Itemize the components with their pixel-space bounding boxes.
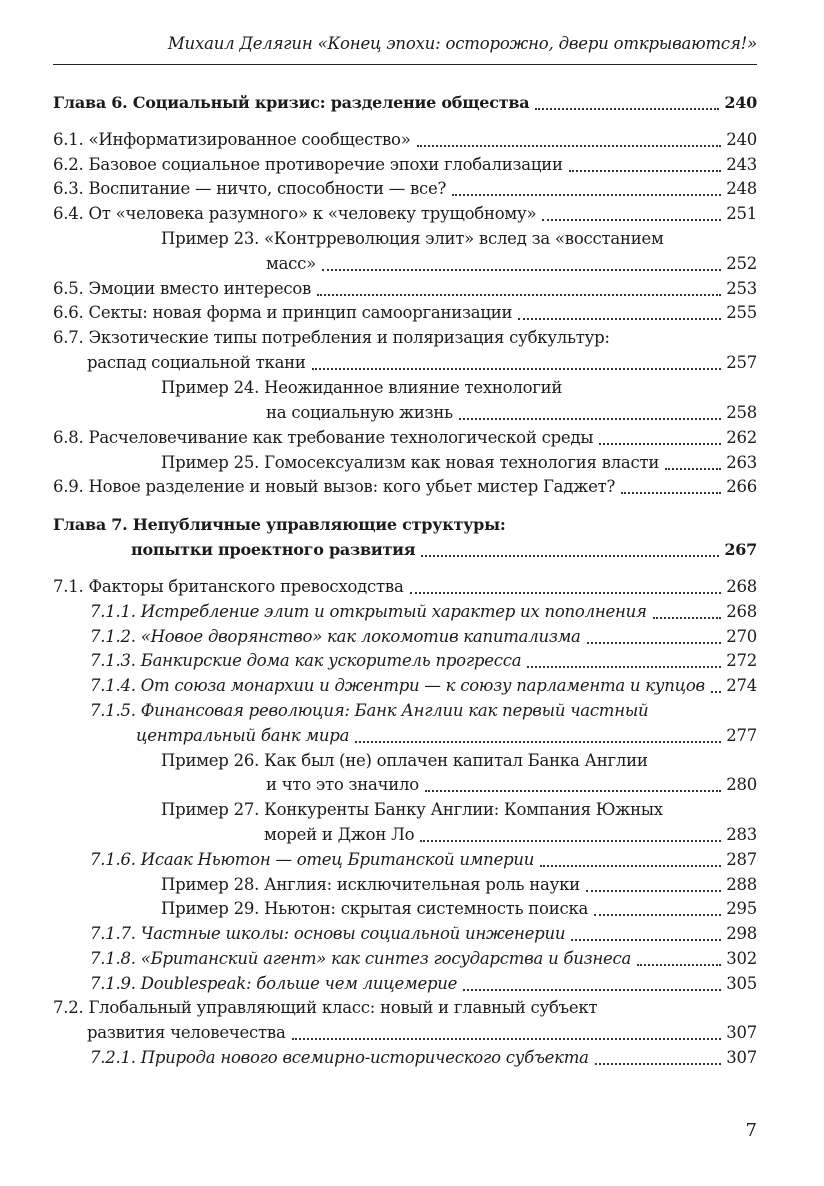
toc-entry-title: масс» bbox=[266, 252, 318, 276]
toc-entry-page: 298 bbox=[723, 922, 757, 946]
toc-entry-title: 7.1. Факторы британского превосходства bbox=[53, 575, 406, 599]
toc-entry-title: 7.1.4. От союза монархии и джентри — к союзу парламента и купцов bbox=[90, 674, 707, 698]
toc-entry-title: 6.9. Новое разделение и новый вызов: кого убьет мистер Гаджет? bbox=[53, 475, 617, 499]
toc-entry bbox=[0, 649, 757, 673]
toc-entry-title: 6.7. Экзотические типы потребления и поляризация субкультур: bbox=[53, 326, 612, 350]
toc-entry-title: 7.2.1. Природа нового всемирно-исторического субъекта bbox=[90, 1046, 591, 1070]
toc-entry bbox=[0, 798, 757, 822]
toc-entry-page: 267 bbox=[721, 538, 757, 562]
dot-leader bbox=[540, 865, 721, 867]
toc-entry bbox=[0, 972, 757, 996]
toc-entry-title: Пример 24. Неожиданное влияние технологий bbox=[161, 376, 564, 400]
dot-leader bbox=[542, 219, 721, 221]
toc-entry bbox=[0, 625, 757, 649]
toc-entry-page: 268 bbox=[723, 600, 757, 624]
toc-entry-page: 307 bbox=[723, 1046, 757, 1070]
toc-entry bbox=[0, 401, 757, 425]
toc-entry-page: 283 bbox=[723, 823, 757, 847]
toc-entry-title: 6.6. Секты: новая форма и принцип самоорганизации bbox=[53, 301, 514, 325]
toc-entry-title: 6.2. Базовое социальное противоречие эпохи глобализации bbox=[53, 153, 565, 177]
toc-entry-title: 7.1.8. «Британский агент» как синтез государства и бизнеса bbox=[90, 947, 633, 971]
toc-entry bbox=[0, 897, 757, 921]
dot-leader bbox=[410, 592, 721, 594]
dot-leader bbox=[527, 666, 721, 668]
toc-entry-title: 7.1.5. Финансовая революция: Банк Англии как первый частный bbox=[90, 699, 650, 723]
toc-entry bbox=[0, 227, 757, 251]
dot-leader bbox=[586, 890, 721, 892]
dot-leader bbox=[653, 617, 721, 619]
dot-leader bbox=[599, 443, 721, 445]
toc-entry bbox=[0, 773, 757, 797]
page-number: 7 bbox=[745, 1120, 757, 1141]
toc-entry-title: Пример 23. «Контрреволюция элит» вслед за «восстанием bbox=[161, 227, 666, 251]
toc-entry bbox=[0, 873, 757, 897]
toc-entry-page: 255 bbox=[723, 301, 757, 325]
dot-leader bbox=[425, 790, 721, 792]
dot-leader bbox=[421, 555, 719, 557]
dot-leader bbox=[535, 108, 719, 110]
toc-entry-title: 7.1.9. Doublespeak: больше чем лицемерие bbox=[90, 972, 459, 996]
toc-entry-title: попытки проектного развития bbox=[131, 538, 417, 562]
toc-entry bbox=[0, 600, 757, 624]
toc-entry bbox=[0, 351, 757, 375]
toc-entry bbox=[0, 699, 757, 723]
toc-entry-title: Пример 25. Гомосексуализм как новая технология власти bbox=[161, 451, 661, 475]
dot-leader bbox=[518, 318, 721, 320]
header-rule bbox=[53, 64, 757, 65]
toc-entry-title: на социальную жизнь bbox=[266, 401, 455, 425]
toc-entry bbox=[0, 947, 757, 971]
toc-entry-page: 305 bbox=[723, 972, 757, 996]
dot-leader bbox=[637, 964, 721, 966]
toc-entry bbox=[0, 823, 757, 847]
toc-entry-page: 287 bbox=[723, 848, 757, 872]
toc-entry-page: 257 bbox=[723, 351, 757, 375]
toc-entry-page: 302 bbox=[723, 947, 757, 971]
dot-leader bbox=[571, 939, 721, 941]
toc-entry-title: 7.1.3. Банкирские дома как ускоритель прогресса bbox=[90, 649, 523, 673]
toc-entry-page: 268 bbox=[723, 575, 757, 599]
toc-entry bbox=[0, 91, 757, 115]
dot-leader bbox=[459, 418, 721, 420]
toc-entry-title: Глава 6. Социальный кризис: разделение общества bbox=[53, 91, 531, 115]
toc-entry-page: 266 bbox=[723, 475, 757, 499]
dot-leader bbox=[355, 741, 721, 743]
toc-entry bbox=[0, 475, 757, 499]
toc-entry bbox=[0, 1021, 757, 1045]
toc-entry-page: 252 bbox=[723, 252, 757, 276]
dot-leader bbox=[665, 468, 721, 470]
toc-entry bbox=[0, 674, 757, 698]
toc-entry-title: морей и Джон Ло bbox=[264, 823, 416, 847]
toc-entry bbox=[0, 996, 757, 1020]
toc-entry bbox=[0, 202, 757, 226]
toc-entry-page: 251 bbox=[723, 202, 757, 226]
toc-entry bbox=[0, 513, 757, 537]
dot-leader bbox=[317, 294, 721, 296]
dot-leader bbox=[420, 840, 721, 842]
toc-entry-title: развития человечества bbox=[87, 1021, 288, 1045]
toc-entry bbox=[0, 922, 757, 946]
toc-entry-title: 7.1.6. Исаак Ньютон — отец Британской империи bbox=[90, 848, 536, 872]
dot-leader bbox=[711, 691, 721, 693]
toc-entry-title: 7.2. Глобальный управляющий класс: новый и главный субъект bbox=[53, 996, 599, 1020]
toc-entry-page: 270 bbox=[723, 625, 757, 649]
toc-entry-page: 253 bbox=[723, 277, 757, 301]
toc-entry bbox=[0, 252, 757, 276]
toc-entry-title: Пример 26. Как был (не) оплачен капитал Банка Англии bbox=[161, 749, 650, 773]
toc-entry bbox=[0, 277, 757, 301]
toc-entry-title: Пример 29. Ньютон: скрытая системность поиска bbox=[161, 897, 590, 921]
toc-entry-page: 240 bbox=[721, 91, 757, 115]
dot-leader bbox=[292, 1038, 721, 1040]
toc-entry bbox=[0, 177, 757, 201]
toc-entry-page: 295 bbox=[723, 897, 757, 921]
toc-entry-title: 6.4. От «человека разумного» к «человеку трущобному» bbox=[53, 202, 538, 226]
toc-entry-title: центральный банк мира bbox=[136, 724, 351, 748]
toc-entry-title: 7.1.7. Частные школы: основы социальной инженерии bbox=[90, 922, 567, 946]
toc-entry-title: Глава 7. Непубличные управляющие структуры: bbox=[53, 513, 508, 537]
dot-leader bbox=[452, 194, 721, 196]
dot-leader bbox=[621, 492, 721, 494]
toc-entry-page: 262 bbox=[723, 426, 757, 450]
toc-entry-title: 6.8. Расчеловечивание как требование технологической среды bbox=[53, 426, 595, 450]
toc-entry-page: 277 bbox=[723, 724, 757, 748]
dot-leader bbox=[417, 145, 721, 147]
toc-entry-page: 288 bbox=[723, 873, 757, 897]
toc-entry-title: и что это значило bbox=[266, 773, 421, 797]
toc-entry-title: распад социальной ткани bbox=[87, 351, 308, 375]
toc-entry-page: 307 bbox=[723, 1021, 757, 1045]
toc-entry-title: 6.3. Воспитание — ничто, способности — все? bbox=[53, 177, 448, 201]
toc-entry bbox=[0, 326, 757, 350]
toc-entry bbox=[0, 538, 757, 562]
toc-entry-title: 7.1.2. «Новое дворянство» как локомотив капитализма bbox=[90, 625, 583, 649]
toc-entry-page: 248 bbox=[723, 177, 757, 201]
toc-entry bbox=[0, 724, 757, 748]
dot-leader bbox=[569, 170, 721, 172]
toc-entry-title: 7.1.1. Истребление элит и открытый характер их пополнения bbox=[90, 600, 649, 624]
dot-leader bbox=[312, 368, 721, 370]
running-head: Михаил Делягин «Конец эпохи: осторожно, двери открываются!» bbox=[167, 34, 757, 53]
toc-entry-page: 274 bbox=[723, 674, 757, 698]
toc-entry-page: 243 bbox=[723, 153, 757, 177]
toc-entry-page: 240 bbox=[723, 128, 757, 152]
toc-entry-title: 6.5. Эмоции вместо интересов bbox=[53, 277, 313, 301]
toc-entry bbox=[0, 848, 757, 872]
toc-entry bbox=[0, 426, 757, 450]
toc-entry-title: Пример 27. Конкуренты Банку Англии: Компания Южных bbox=[161, 798, 665, 822]
toc-entry bbox=[0, 575, 757, 599]
toc-entry bbox=[0, 1046, 757, 1070]
toc-entry-title: 6.1. «Информатизированное сообщество» bbox=[53, 128, 413, 152]
toc-entry-page: 272 bbox=[723, 649, 757, 673]
toc-entry-page: 263 bbox=[723, 451, 757, 475]
toc-entry-page: 280 bbox=[723, 773, 757, 797]
toc-entry bbox=[0, 749, 757, 773]
toc-entry bbox=[0, 301, 757, 325]
dot-leader bbox=[587, 642, 721, 644]
toc-entry-title: Пример 28. Англия: исключительная роль науки bbox=[161, 873, 582, 897]
dot-leader bbox=[463, 989, 721, 991]
dot-leader bbox=[322, 269, 721, 271]
toc-entry bbox=[0, 153, 757, 177]
dot-leader bbox=[595, 1063, 721, 1065]
toc-entry bbox=[0, 128, 757, 152]
toc-entry-page: 258 bbox=[723, 401, 757, 425]
toc-entry bbox=[0, 451, 757, 475]
toc-entry bbox=[0, 376, 757, 400]
dot-leader bbox=[594, 914, 721, 916]
